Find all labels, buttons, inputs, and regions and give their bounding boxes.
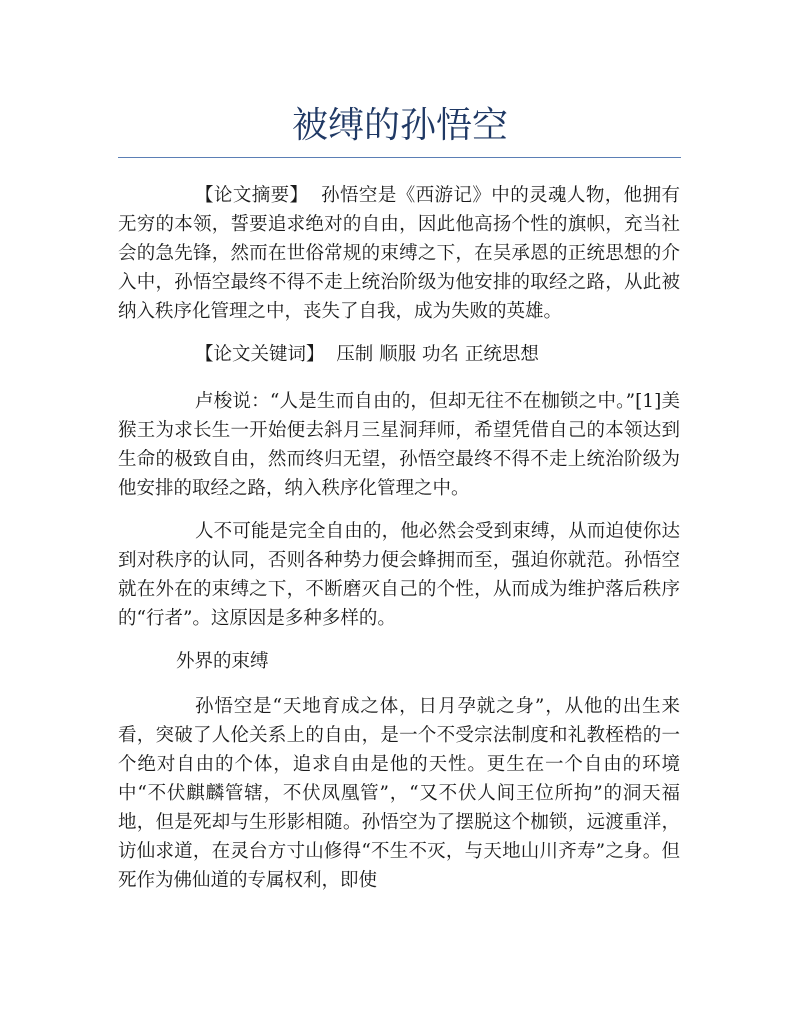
body-paragraph-2: 人不可能是完全自由的，他必然会受到束缚，从而迫使你达到对秩序的认同，否则各种势力便会蜂拥而至，强迫你就范。孙悟空就在外在的束缚之下，不断磨灭自己的个性，从而成为维护落后秩序的“行者”。这原因是多种多样的。 bbox=[118, 521, 680, 629]
body-paragraph-1: 卢梭说：“人是生而自由的，但却无往不在枷锁之中。”[1]美猴王为求长生一开始便去斜月三星洞拜师，希望凭借自己的本领达到生命的极致自由，然而终归无望，孙悟空最终不得不走上统治阶级为他安排的取经之路，纳入秩序化管理之中。 bbox=[118, 391, 680, 499]
abstract-paragraph bbox=[118, 181, 680, 326]
title-underline bbox=[118, 157, 681, 158]
page-title: 被缚的孙悟空 bbox=[291, 105, 508, 146]
keywords-text: 压制 顺服 功名 正统思想 bbox=[336, 344, 539, 365]
abstract-text: 孙悟空是《西游记》中的灵魂人物，他拥有无穷的本领，誓要追求绝对的自由，因此他高扬个性的旗帜，充当社会的急先锋，然而在世俗常规的束缚之下，在吴承恩的正统思想的介入中，孙悟空最终不得不走上统治阶级为他安排的取经之路，从此被纳入秩序化管理之中，丧失了自我，成为失败的英雄。 bbox=[118, 185, 680, 322]
keywords-paragraph bbox=[118, 340, 680, 369]
section-paragraph: 孙悟空是“天地育成之体，日月孕就之身”，从他的出生来看，突破了人伦关系上的自由，是一个不受宗法制度和礼教桎梏的一个绝对自由的个体，追求自由是他的天性。更生在一个自由的环境中“不伏麒麟管辖，不伏凤凰管”，“又不伏人间王位所拘”的洞天福地，但是死却与生形影相随。孙悟空为了摆脱这个枷锁，远渡重洋，访仙求道，在灵台方寸山修得“不生不灭，与天地山川齐寿”之身。但死作为佛仙道的专属权利，即使 bbox=[118, 696, 680, 891]
document-body bbox=[118, 181, 680, 909]
abstract-tag: 【论文摘要】 bbox=[195, 185, 309, 206]
section-heading: 外界的束缚 bbox=[176, 651, 269, 672]
keywords-tag: 【论文关键词】 bbox=[195, 344, 325, 365]
